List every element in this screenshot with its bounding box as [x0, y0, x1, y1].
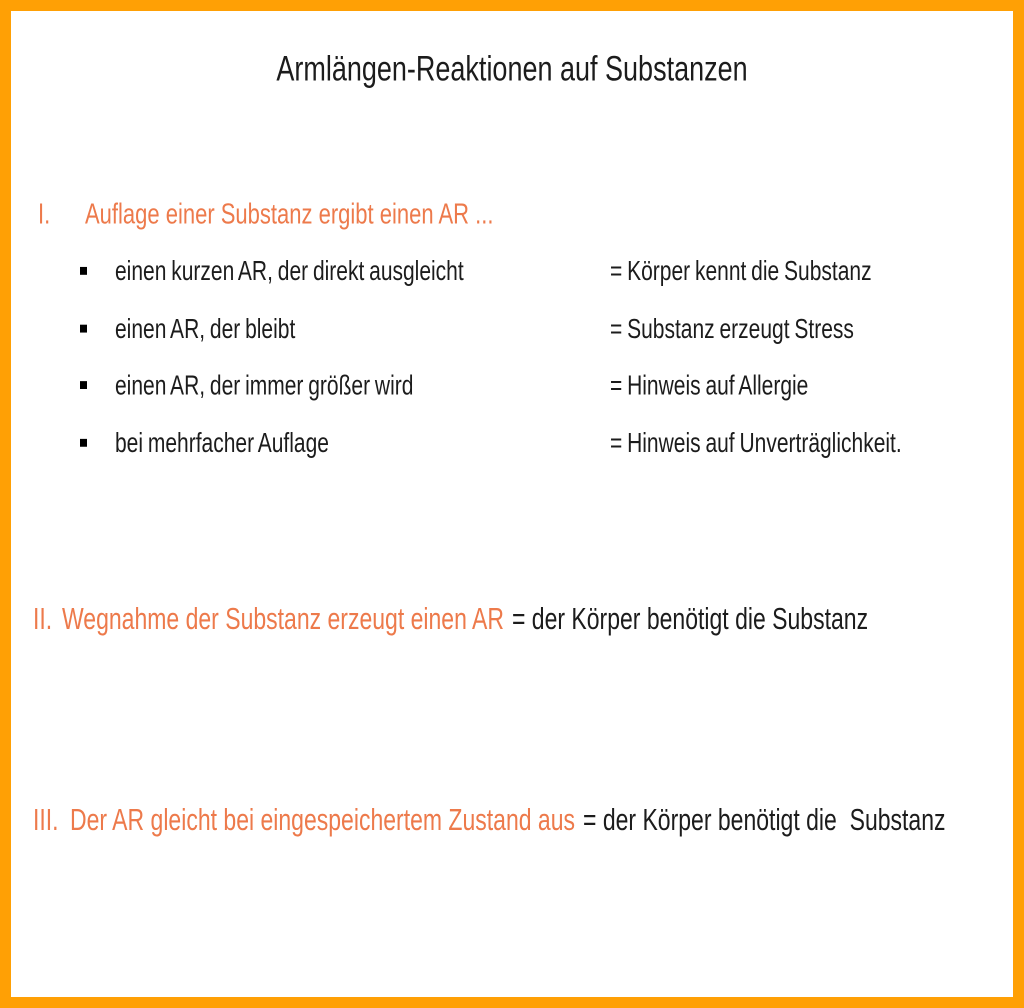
section-3-line — [33, 801, 946, 838]
slide-content — [11, 11, 1013, 997]
section-1-heading — [38, 196, 493, 233]
slide-title: Armlängen-Reaktionen auf Substanzen — [276, 49, 748, 89]
section-3-numeral: III. — [33, 802, 59, 837]
section-2-heading-text: Wegnahme der Substanz erzeugt einen AR — [62, 601, 504, 636]
bullet-square-icon — [80, 267, 87, 275]
section-2-line — [33, 600, 868, 637]
bullet-result: = Hinweis auf Allergie — [610, 370, 809, 401]
bullet-row — [80, 255, 872, 289]
bullet-row — [80, 313, 854, 347]
section-2-result: = der Körper benötigt die Substanz — [511, 601, 869, 636]
section-1-heading-text: Auflage einer Substanz ergibt einen AR ... — [85, 197, 494, 231]
section-3-heading-text: Der AR gleicht bei eingespeichertem Zustand aus — [70, 802, 576, 837]
bullet-text: einen AR, der immer größer wird — [115, 370, 414, 401]
bullet-result: = Körper kennt die Substanz — [610, 256, 872, 287]
section-1-numeral: I. — [38, 197, 51, 231]
bullet-row — [80, 369, 808, 403]
bullet-text: einen AR, der bleibt — [115, 314, 296, 345]
section-2-numeral: II. — [33, 601, 53, 636]
bullet-row — [80, 427, 902, 461]
bullet-result: = Hinweis auf Unverträglichkeit. — [610, 428, 902, 459]
bullet-square-icon — [80, 439, 87, 447]
section-3-result: = der Körper benötigt die Substanz — [583, 802, 946, 837]
bullet-square-icon — [80, 325, 87, 333]
bullet-square-icon — [80, 381, 87, 389]
bullet-result: = Substanz erzeugt Stress — [610, 314, 854, 345]
bullet-text: bei mehrfacher Auflage — [115, 428, 329, 459]
bullet-text: einen kurzen AR, der direkt ausgleicht — [115, 256, 464, 287]
